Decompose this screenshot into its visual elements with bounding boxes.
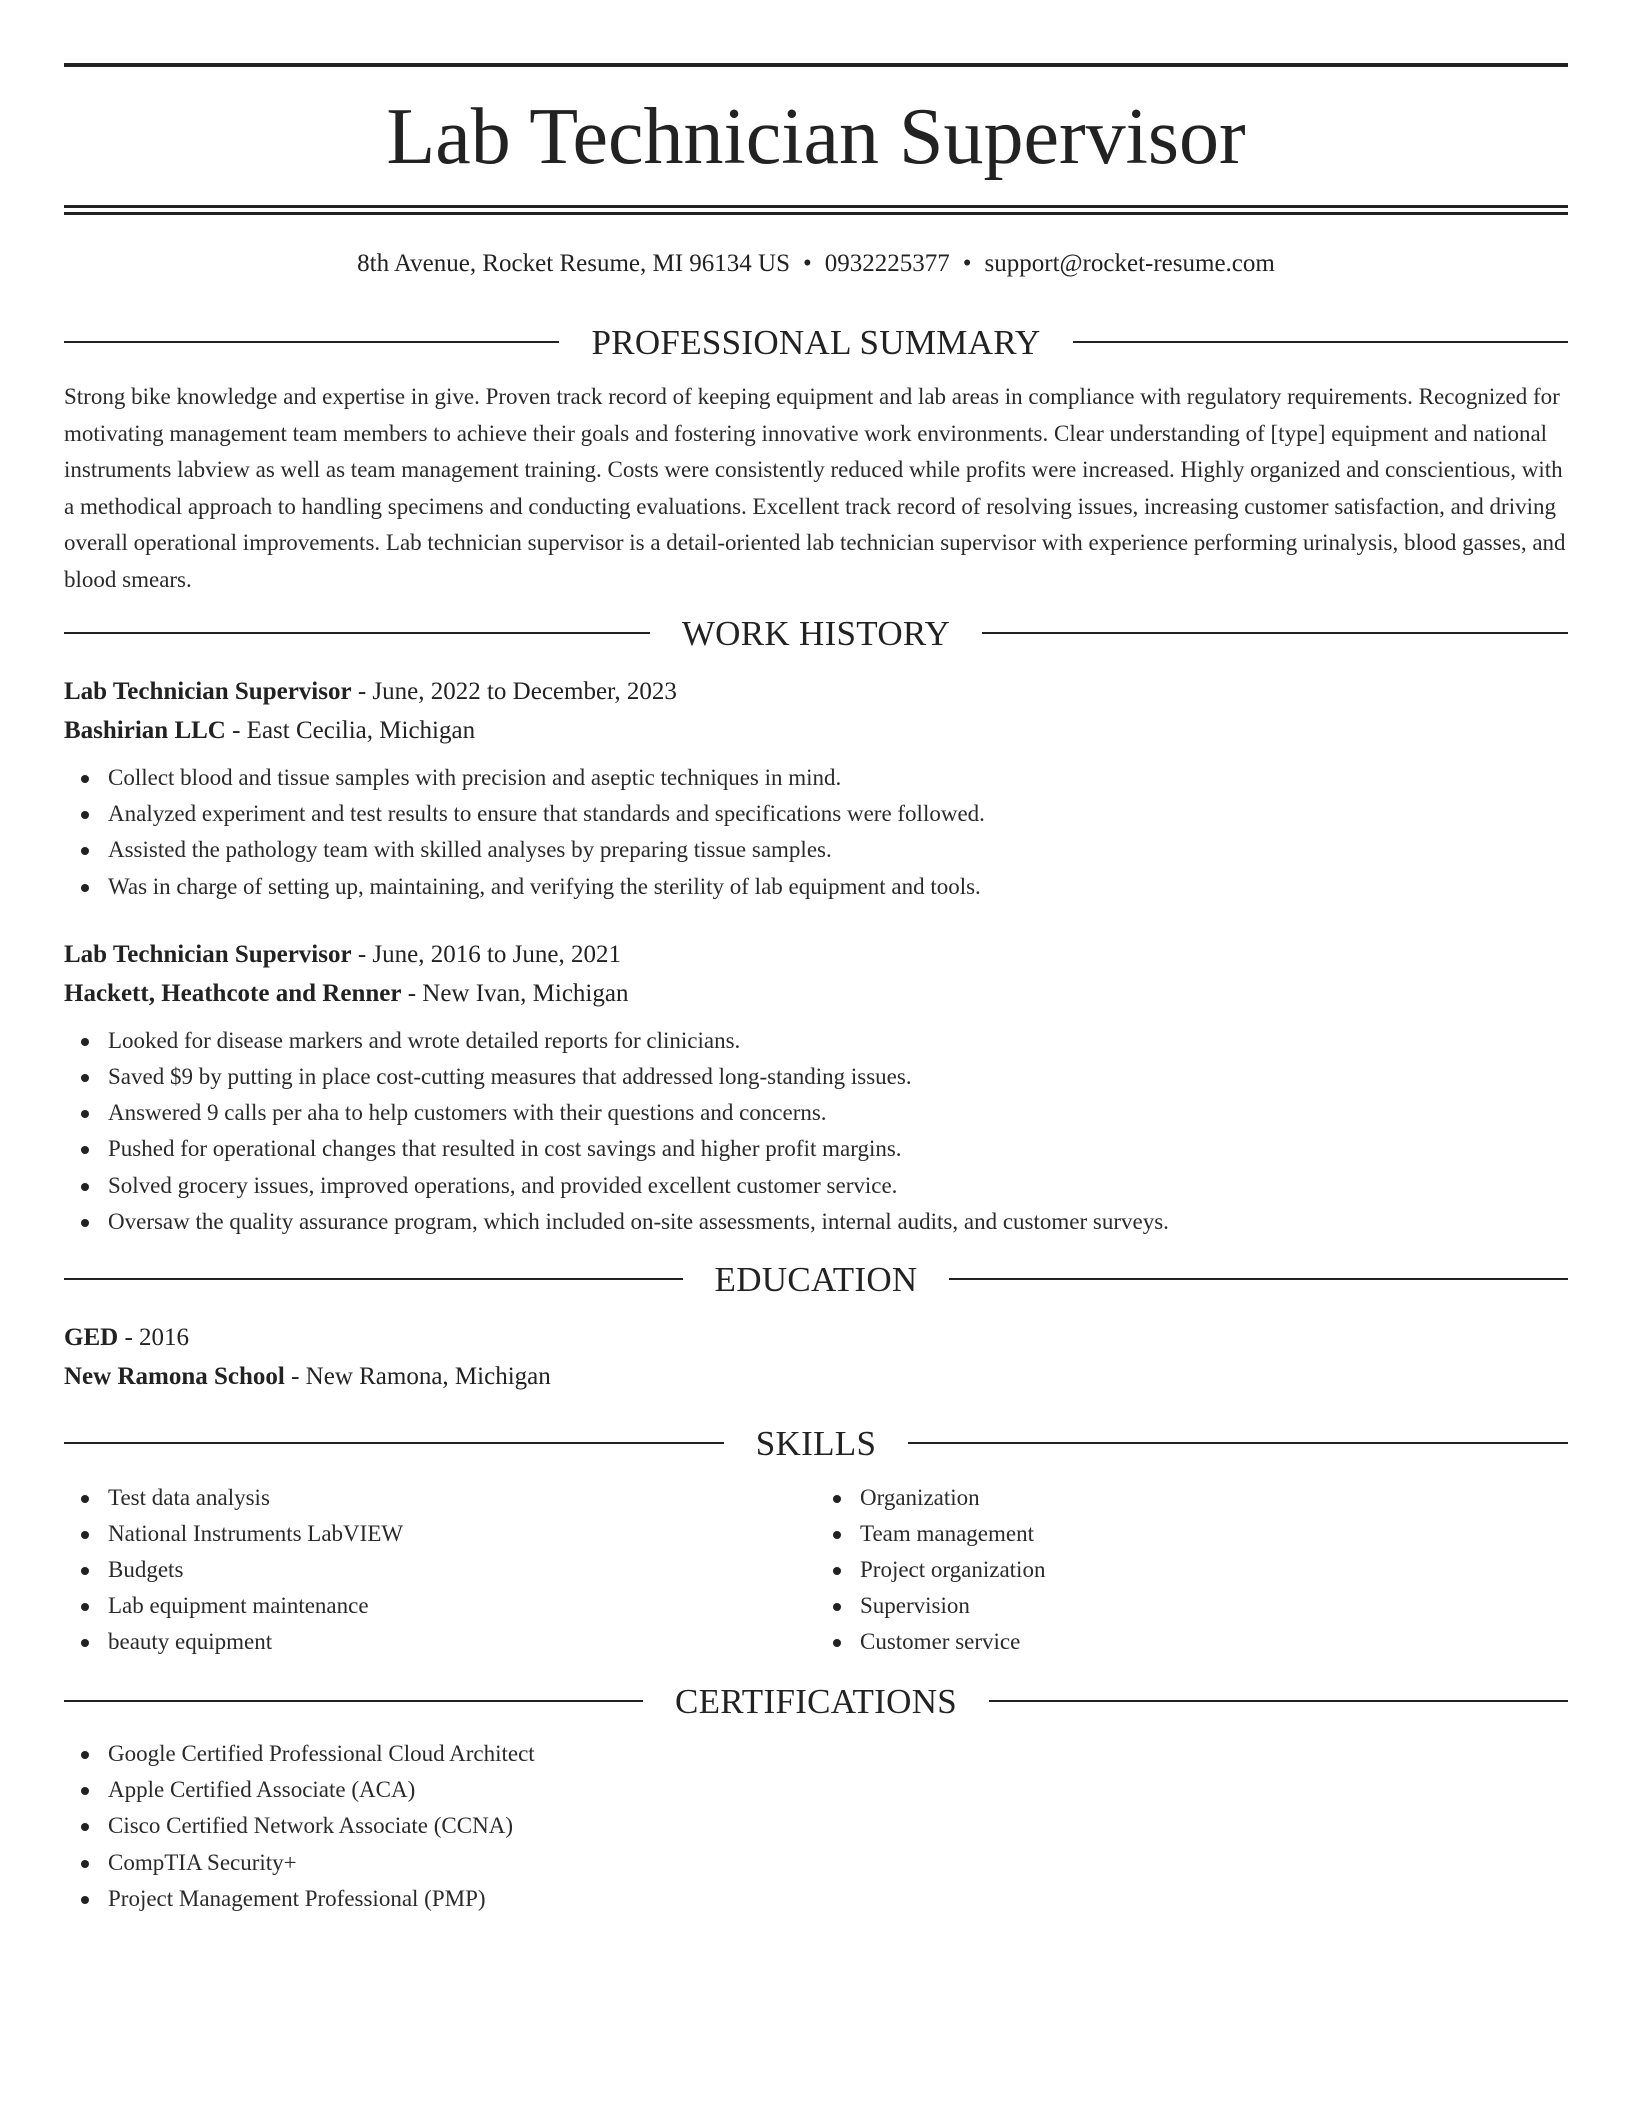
list-item: Project Management Professional (PMP) [64, 1881, 1568, 1917]
section-title: SKILLS [755, 1423, 877, 1463]
heading-rule-left [64, 1278, 683, 1280]
job-dates: - June, 2022 to December, 2023 [351, 678, 677, 705]
section-title: EDUCATION [714, 1259, 918, 1299]
section-heading-skills [64, 1418, 1568, 1468]
heading-rule-right [982, 632, 1568, 634]
job-company-line [64, 711, 1568, 750]
education-degree-line [64, 1318, 1568, 1357]
contact-phone: 0932225377 [824, 250, 950, 277]
skills-list [64, 1480, 1568, 1660]
section-title: CERTIFICATIONS [674, 1681, 958, 1721]
name-double-rule [64, 205, 1568, 215]
skills-column-right [816, 1480, 1568, 1660]
list-item: Solved grocery issues, improved operations, and provided excellent customer service. [64, 1168, 1568, 1204]
list-item: Lab equipment maintenance [64, 1588, 816, 1624]
heading-rule-left [64, 632, 650, 634]
education-school-line [64, 1357, 1568, 1396]
heading-rule-left [64, 1442, 724, 1444]
list-item: Oversaw the quality assurance program, which included on-site assessments, internal audits, and customer surveys. [64, 1204, 1568, 1240]
job-location: - East Cecilia, Michigan [225, 717, 476, 744]
list-item: Was in charge of setting up, maintaining, and verifying the sterility of lab equipment and tools. [64, 869, 1568, 905]
list-item: Google Certified Professional Cloud Architect [64, 1736, 1568, 1772]
education-school: New Ramona School [64, 1363, 285, 1391]
heading-rule-left [64, 1700, 643, 1702]
contact-email: support@rocket-resume.com [984, 250, 1275, 277]
list-item: Assisted the pathology team with skilled analyses by preparing tissue samples. [64, 832, 1568, 868]
list-item: Organization [816, 1480, 1568, 1516]
list-item: Looked for disease markers and wrote detailed reports for clinicians. [64, 1023, 1568, 1059]
list-item: Saved $9 by putting in place cost-cutting measures that addressed long-standing issues. [64, 1059, 1568, 1095]
education-location: - New Ramona, Michigan [284, 1363, 551, 1391]
heading-rule-right [949, 1278, 1568, 1280]
list-item: Budgets [64, 1552, 816, 1588]
job-title-line [64, 935, 1568, 974]
education-entry [64, 1318, 1568, 1396]
list-item: National Instruments LabVIEW [64, 1516, 816, 1552]
section-heading-summary [64, 317, 1568, 367]
education-degree: GED [64, 1324, 119, 1352]
list-item: Pushed for operational changes that resulted in cost savings and higher profit margins. [64, 1131, 1568, 1167]
certifications-list [64, 1736, 1568, 1917]
list-item: Apple Certified Associate (ACA) [64, 1772, 1568, 1808]
list-item: Project organization [816, 1552, 1568, 1588]
list-item: beauty equipment [64, 1624, 816, 1660]
job-company: Bashirian LLC [64, 717, 226, 744]
job-bullets [64, 760, 1568, 905]
section-heading-education [64, 1254, 1568, 1304]
list-item: Collect blood and tissue samples with precision and aseptic techniques in mind. [64, 760, 1568, 796]
heading-rule-right [1073, 341, 1568, 343]
section-title: PROFESSIONAL SUMMARY [591, 322, 1041, 362]
heading-rule-right [989, 1700, 1568, 1702]
contact-separator: • [803, 250, 812, 277]
list-item: Supervision [816, 1588, 1568, 1624]
job-dates: - June, 2016 to June, 2021 [351, 940, 621, 968]
skills-column-left [64, 1480, 816, 1660]
list-item: Analyzed experiment and test results to ensure that standards and specifications were followed. [64, 796, 1568, 832]
list-item: Team management [816, 1516, 1568, 1552]
job-title: Lab Technician Supervisor [64, 678, 352, 705]
contact-address: 8th Avenue, Rocket Resume, MI 96134 US [357, 250, 790, 277]
job-location: - New Ivan, Michigan [401, 979, 629, 1007]
top-rule [64, 63, 1568, 67]
education-year: - 2016 [118, 1324, 190, 1352]
job-entry [64, 672, 1568, 905]
heading-rule-right [908, 1442, 1568, 1444]
list-item: Answered 9 calls per aha to help customers with their questions and concerns. [64, 1095, 1568, 1131]
summary-text: Strong bike knowledge and expertise in give. Proven track record of keeping equipment and lab areas in compliance with regulatory requirements. Recognized for motivating management team members to achieve their goals and fostering innovative work environments. Clear understanding of [type] equipment and national instruments labview as well as team management training. Costs were consistently reduced while profits were increased. Highly organized and conscientious, with a methodical approach to handling specimens and conducting evaluations. Excellent track record of resolving issues, increasing customer satisfaction, and driving overall operational improvements. Lab technician supervisor is a detail-oriented lab technician supervisor with experience performing urinalysis, blood gasses, and blood smears. [64, 384, 1566, 592]
list-item: CompTIA Security+ [64, 1845, 1568, 1881]
list-item: Cisco Certified Network Associate (CCNA) [64, 1808, 1568, 1844]
heading-rule-left [64, 341, 559, 343]
section-heading-work-history [64, 608, 1568, 658]
list-item: Test data analysis [64, 1480, 816, 1516]
job-title-line [64, 672, 1568, 711]
section-heading-certifications [64, 1676, 1568, 1726]
job-entry [64, 935, 1568, 1240]
job-company: Hackett, Heathcote and Renner [64, 979, 402, 1007]
job-company-line [64, 974, 1568, 1013]
job-title: Lab Technician Supervisor [64, 940, 352, 968]
section-title: WORK HISTORY [681, 613, 951, 653]
contact-line [64, 251, 1568, 283]
job-bullets [64, 1023, 1568, 1240]
resume-name: Lab Technician Supervisor [386, 93, 1246, 181]
list-item: Customer service [816, 1624, 1568, 1660]
contact-separator: • [962, 250, 972, 277]
